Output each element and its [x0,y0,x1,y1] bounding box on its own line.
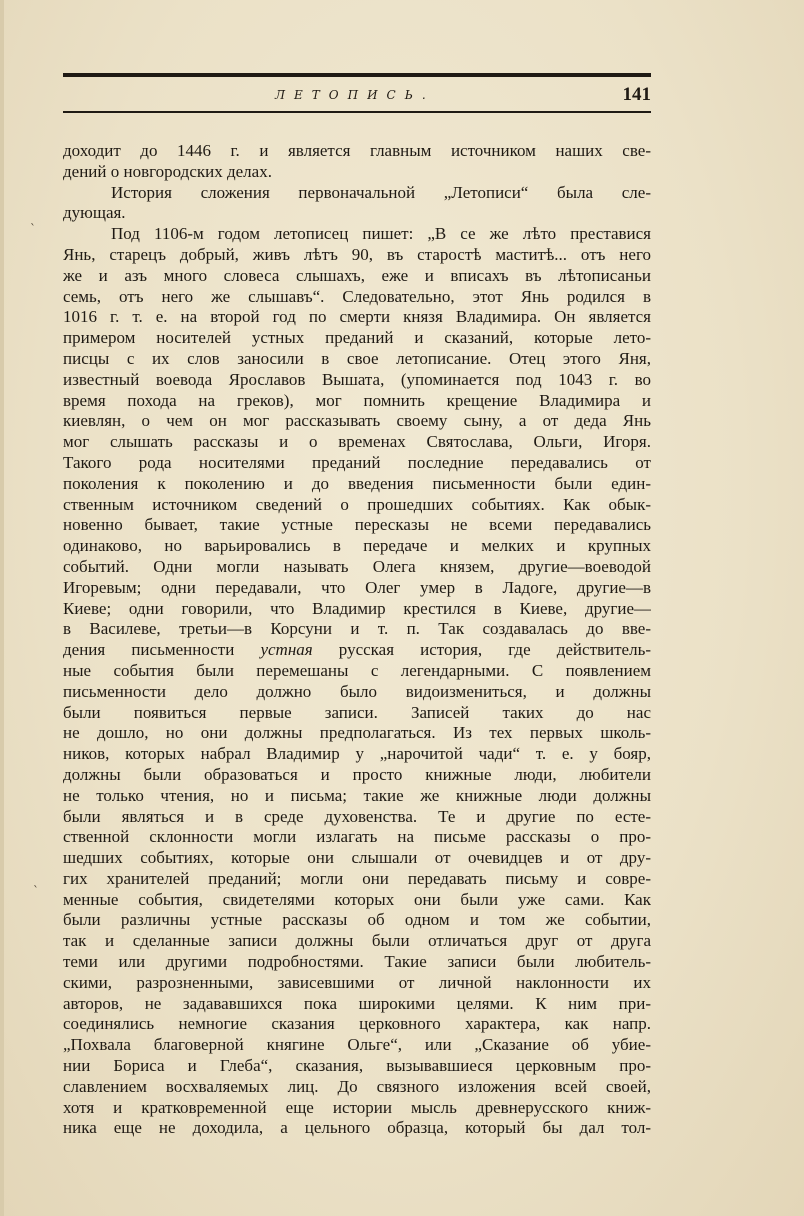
text-line: скими, разрозненными, зависевшими от личной наклонности их [63,972,651,992]
text-line: авторов, не задававшихся пока широкими целями. К ним при- [63,993,651,1013]
text-line: шедших событиях, которые они слышали от очевидцев и от дру- [63,848,651,868]
text-line: киевлян, о чем он мог рассказывать своему сыну, а от деда Янь [63,411,651,431]
text-line: гих хранителей преданий; могли они передавать письму и совре- [63,868,651,888]
text-line: так и сделанные записи должны были отличаться друг от друга [63,931,651,951]
text-line: должны были образоваться и просто книжные люди, любители [63,764,651,784]
text-line: известный воевода Ярославов Вышата, (упоминается под 1043 г. во [63,369,651,389]
text-line: нии Бориса и Глеба“, сказания, вызывавшиеся церковным про- [63,1056,651,1076]
text-line: письменности дело должно было видоизмениться, и должны [63,681,651,701]
text-line: были различны устные рассказы об одном и том же событии, [63,910,651,930]
text-line: новенно бывает, такие устные пересказы не всеми передавались [63,515,651,535]
text-line: Под 1106-м годом летописец пишет: „В се же лѣто преставися [111,224,651,244]
text-line: История сложения первоначальной „Летописи“ была сле- [111,182,651,202]
text-line: теми или другими подробностями. Такие записи были любитель- [63,952,651,972]
text-line: ные события были перемешаны с легендарными. С появлением [63,660,651,680]
text-line: менные события, свидетелями которых они были уже сами. Как [63,889,651,909]
page-edge [0,0,4,1216]
text-line: дующая. [63,203,126,223]
text-line: не дошло, но они должны предполагаться. Из тех первых школь- [63,723,651,743]
margin-mark: ˋ [30,222,36,236]
page-number: 141 [622,84,651,105]
text-line: дений о новгородских делах. [63,161,272,181]
text-line: были являться и в среде духовенства. Те и другие по есте- [63,806,651,826]
margin-mark: ˋ [33,884,39,898]
emphasis-word: устная [260,640,313,660]
text-line: были появиться первые записи. Записей таких до нас [63,702,651,722]
text-line: доходит до 1446 г. и является главным источником наших све- [63,141,651,160]
text-line: же и азъ много словеса слышахъ, еже и вписахъ въ лѣтописаньи [63,265,651,285]
text-line: ника еще не доходила, а цельного образца, который бы дал тол- [63,1118,651,1138]
text-line: примером носителей устных преданий и сказаний, которые лето- [63,328,651,348]
text-line: Игоревым; одни передавали, что Олег умер в Ладоге, другие—в [63,577,651,597]
text-line: поколения к поколению и до введения письменности были един- [63,473,651,493]
header-rule-top [63,73,651,77]
text-line: писцы с их слов заносили в свое летописание. Отец этого Яня, [63,348,651,368]
text-line: „Похвала благоверной княгине Ольге“, или „Сказание об убие- [63,1035,651,1055]
text-line: дения письменности устная русская история, где действитель- [63,640,651,660]
text-line: семь, отъ него же слышавъ“. Следовательно, этот Янь родился в [63,286,651,306]
text-line: Янь, старецъ добрый, живъ лѣтъ 90, въ старостѣ маститѣ... отъ него [63,244,651,264]
text-line: хотя и кратковременной еще истории мысль древнерусского книж- [63,1097,651,1117]
text-line: не только чтения, но и письма; такие же книжные люди должны [63,785,651,805]
text-line: Такого рода носителями преданий последние передавались от [63,452,651,472]
text-line: соединялись немногие сказания церковного характера, как напр. [63,1014,651,1034]
text-line: событий. Одни могли называть Олега князем, другие—воеводой [63,556,651,576]
header-rule-bottom [63,111,651,113]
text-line: 1016 г. т. е. на второй год по смерти князя Владимира. Он является [63,307,651,327]
body-text [63,141,651,1139]
text-line: мог слышать рассказы и о временах Святослава, Ольги, Игоря. [63,432,651,452]
text-line: ственным источником сведений о прошедших событиях. Как обык- [63,494,651,514]
text-line: Киеве; одни говорили, что Владимир крестился в Киеве, другие— [63,598,651,618]
text-line: время похода на греков), мог помнить крещение Владимира и [63,390,651,410]
text-line: ников, которых набрал Владимир у „нарочитой чади“ т. е. у бояр, [63,744,651,764]
text-line: в Василеве, третьи—в Корсуни и т. п. Так создавалась до вве- [63,619,651,639]
text-line: ственной склонности могли излагать на письме рассказы о про- [63,827,651,847]
running-head [63,84,651,108]
text-line: одинаково, но варьировались в передаче и мелких и крупных [63,536,651,556]
running-title: ЛЕТОПИСЬ. [275,88,435,102]
text-line: славлением восхваляемых лиц. До связного изложения всей своей, [63,1076,651,1096]
